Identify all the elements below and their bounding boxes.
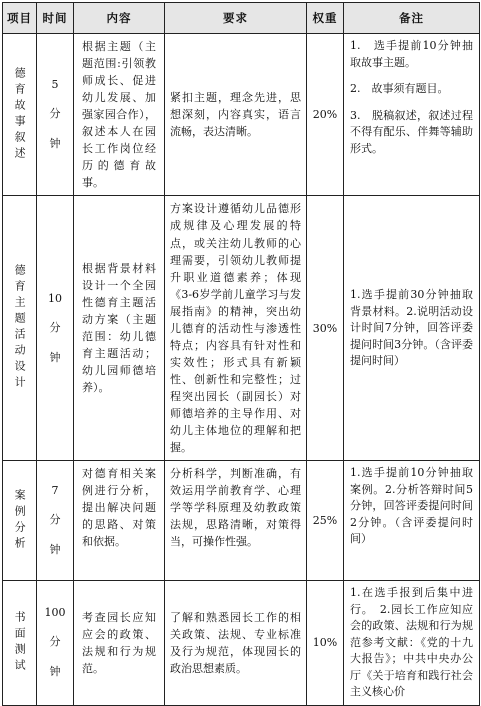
- table-row: [3, 196, 480, 461]
- table-row: [3, 581, 480, 706]
- requirements-text: 紧扣主题，理念先进，思想深刻，内容真实，语言流畅，表达清晰。: [170, 91, 301, 139]
- content-cell: [74, 581, 165, 706]
- note-item: 2. 故事须有题目。: [350, 82, 449, 95]
- time-unit: 分: [49, 107, 61, 121]
- header-notes: 备注: [344, 3, 480, 34]
- weight-cell: 20%: [307, 34, 344, 196]
- content-cell: [74, 461, 165, 581]
- header-content: 内容: [74, 3, 165, 34]
- content-cell: [74, 34, 165, 196]
- time-cell: [37, 34, 74, 196]
- requirements-cell: [165, 34, 307, 196]
- table-row: [3, 34, 480, 196]
- header-requirements: 要求: [165, 3, 307, 34]
- notes-cell: [344, 461, 480, 581]
- project-cell: [3, 581, 37, 706]
- notes-cell: [344, 34, 480, 196]
- time-unit: 钟: [49, 543, 61, 557]
- note-item: 1.在选手报到后集中进行。 2.园长工作应知应会的政策、法规和行为规范参考文献：《党的十九大报告》；中共中央办公厅《关于培育和践行社会主义核心价: [350, 586, 473, 699]
- time-unit: 钟: [49, 137, 61, 151]
- project-name: 德育主题活动设计: [13, 264, 27, 393]
- time-unit: 钟: [49, 350, 61, 364]
- requirements-cell: [165, 581, 307, 706]
- weight-cell: 10%: [307, 581, 344, 706]
- requirements-cell: [165, 461, 307, 581]
- time-unit: 分: [49, 513, 61, 527]
- time-unit: 钟: [49, 665, 61, 679]
- content-text: 对德育相关案例进行分析，提出解决问题的思路、对策和依据。: [82, 467, 156, 549]
- time-value: 100: [44, 606, 66, 620]
- note-item: 1.选手提前10分钟抽取案例。2.分析答辩时间5分钟，回答评委提问时间2分钟。（含评委提问时间）: [350, 466, 473, 546]
- time-value: 10: [48, 291, 62, 305]
- notes-cell: [344, 581, 480, 706]
- note-item: 3. 脱稿叙述，叙述过程不得有配乐、伴舞等辅助形式。: [350, 108, 473, 155]
- time-value: 7: [51, 484, 59, 498]
- content-text: 根据背景材料设计一个全园性德育主题活动方案（主题范围：幼儿德育主题活动；幼儿园师德培养）。: [82, 262, 156, 395]
- notes-cell: [344, 196, 480, 461]
- content-cell: [74, 196, 165, 461]
- table-header-row: [3, 3, 480, 34]
- note-item: 1.选手提前30分钟抽取背景材料。2.说明活动设计时间7分钟，回答评委提问时间3分钟。（含评委提问时间）: [350, 288, 473, 368]
- project-name: 书面测试: [13, 610, 27, 675]
- content-text: 根据主题（主题范围:引领教师成长、促进幼儿发展、加强家园合作），叙述本人在园长工作岗位经历的德育故事。: [82, 40, 156, 190]
- evaluation-table: [2, 2, 480, 706]
- requirements-text: 方案设计遵循幼儿品德形成规律及心理发展的特点，或关注幼儿教师的心理需要，引领幼儿教师提升职业道德素养；体现《3-6岁学前儿童学习与发展指南》的精神，突出幼儿德育的活动性与渗透性特点；内容具有针对性和实效性；形式具有新颖性、创新性和完整性；过程突出园长（副园长）对师德培养的主导作用、对幼儿主体地位的理解和把握。: [170, 202, 301, 455]
- content-text: 考查园长应知应会的政策、法规和行为规范。: [82, 610, 156, 675]
- project-cell: [3, 34, 37, 196]
- project-cell: [3, 461, 37, 581]
- time-value: 5: [51, 78, 59, 92]
- time-unit: 分: [49, 320, 61, 334]
- requirements-text: 了解和熟悉园长工作的相关政策、法规、专业标准及行为规范，体现园长的政治思想素质。: [170, 610, 301, 675]
- header-weight: 权重: [307, 3, 344, 34]
- header-time: 时间: [37, 3, 74, 34]
- time-unit: 分: [49, 635, 61, 649]
- requirements-text: 分析科学，判断准确，有效运用学前教育学、心理学等学科原理及幼教政策法规，思路清晰，对策得当，可操作性强。: [170, 467, 301, 549]
- note-item: 1. 选手提前10分钟抽取故事主题。: [350, 39, 473, 69]
- weight-cell: 25%: [307, 461, 344, 581]
- time-cell: [37, 581, 74, 706]
- time-cell: [37, 461, 74, 581]
- project-name: 德育故事叙述: [13, 66, 27, 163]
- requirements-cell: [165, 196, 307, 461]
- table-row: [3, 461, 480, 581]
- header-project: 项目: [3, 3, 37, 34]
- time-cell: [37, 196, 74, 461]
- project-cell: [3, 196, 37, 461]
- project-name: 案例分析: [13, 488, 27, 553]
- weight-cell: 30%: [307, 196, 344, 461]
